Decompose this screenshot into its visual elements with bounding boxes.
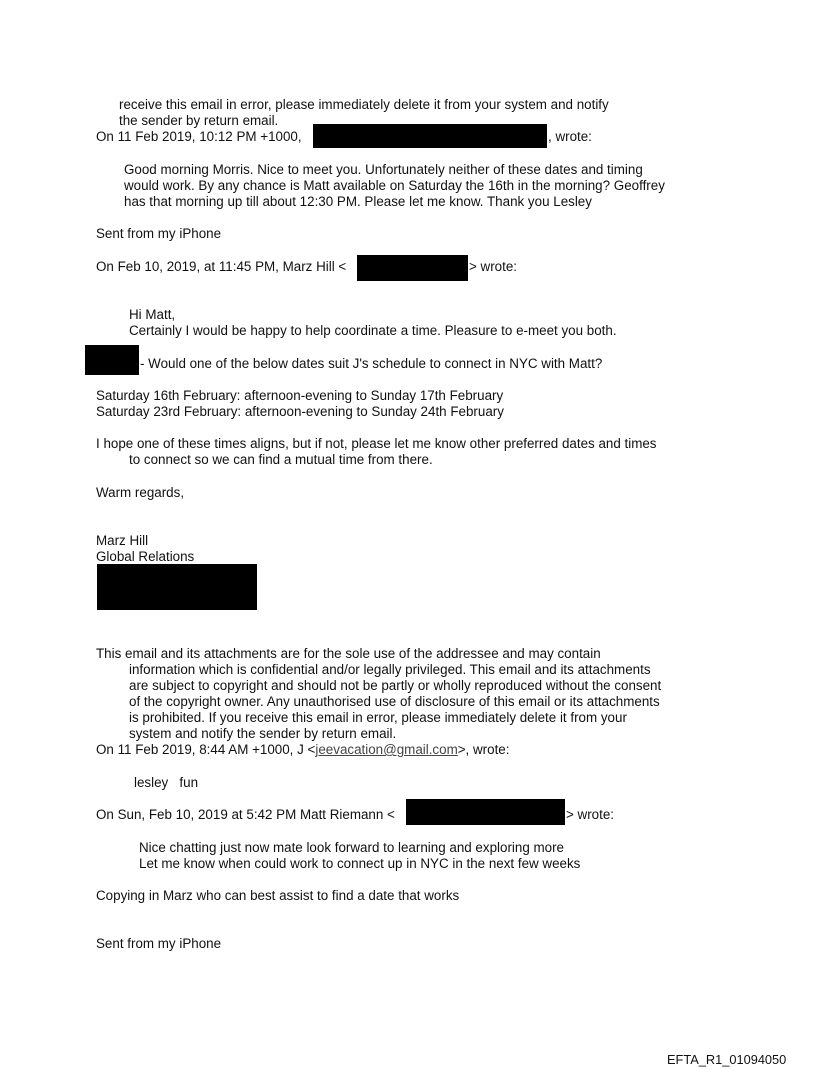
disclaimer-tail-line: the sender by return email. [119,113,279,128]
message-line: Nice chatting just now mate look forward to learning and exploring more [139,840,565,855]
quote-header-suffix: > wrote: [566,807,615,822]
message-line: lesley fun [134,775,199,790]
signature-title: Global Relations [96,549,195,564]
quote-header: On Feb 10, 2019, at 11:45 PM, Marz Hill < [96,259,347,274]
redaction-block [85,345,139,375]
message-line: has that morning up till about 12:30 PM. Please let me know. Thank you Lesley [124,194,592,209]
disclaimer-tail-line: receive this email in error, please immediately delete it from your system and notify [119,97,609,112]
message-line: - Would one of the below dates suit J's schedule to connect in NYC with Matt? [140,356,603,371]
quote-header-prefix: On 11 Feb 2019, 8:44 AM +1000, J < [96,742,316,757]
date-option: Saturday 16th February: afternoon-evening to Sunday 17th February [96,388,504,403]
document-id: EFTA_R1_01094050 [667,1052,787,1067]
disclaimer-line: system and notify the sender by return email. [129,726,397,741]
message-line: I hope one of these times aligns, but if not, please let me know other preferred dates and times [96,436,657,451]
message-line: Let me know when could work to connect up in NYC in the next few weeks [139,856,581,871]
message-greeting: Hi Matt, [129,307,176,322]
message-line: Good morning Morris. Nice to meet you. Unfortunately neither of these dates and timing [124,162,643,177]
disclaimer-line: is prohibited. If you receive this email in error, please immediately delete it from your [129,710,627,725]
quote-header-suffix: > wrote: [469,259,518,274]
redaction-block [97,564,257,610]
quote-header-suffix: , wrote: [548,129,592,144]
message-line: Certainly I would be happy to help coordinate a time. Pleasure to e-meet you both. [129,323,617,338]
date-option: Saturday 23rd February: afternoon-evening to Sunday 24th February [96,404,504,419]
disclaimer-line: information which is confidential and/or legally privileged. This email and its attachments [129,662,651,677]
disclaimer-line: of the copyright owner. Any unauthorised use of disclosure of this email or its attachments [129,694,660,709]
quote-header: On 11 Feb 2019, 10:12 PM +1000, [96,129,302,144]
closing-line: Warm regards, [96,485,185,500]
message-line: would work. By any chance is Matt available on Saturday the 16th in the morning? Geoffrey [124,178,665,193]
quote-header [96,742,509,758]
sent-from-line: Sent from my iPhone [96,226,222,241]
redaction-block [406,799,565,825]
redaction-block [357,255,468,281]
signature-name: Marz Hill [96,533,149,548]
disclaimer-line: are subject to copyright and should not be partly or wholly reproduced without the consent [129,678,662,693]
email-link[interactable]: jeevacation@gmail.com [315,742,458,757]
redaction-block [313,124,547,148]
quote-header-suffix: >, wrote: [457,742,510,757]
disclaimer-line: This email and its attachments are for the sole use of the addressee and may contain [96,646,601,661]
message-line: to connect so we can find a mutual time from there. [129,452,433,467]
sent-from-line: Sent from my iPhone [96,936,222,951]
quote-header: On Sun, Feb 10, 2019 at 5:42 PM Matt Riemann < [96,807,395,822]
message-line: Copying in Marz who can best assist to find a date that works [96,888,460,903]
